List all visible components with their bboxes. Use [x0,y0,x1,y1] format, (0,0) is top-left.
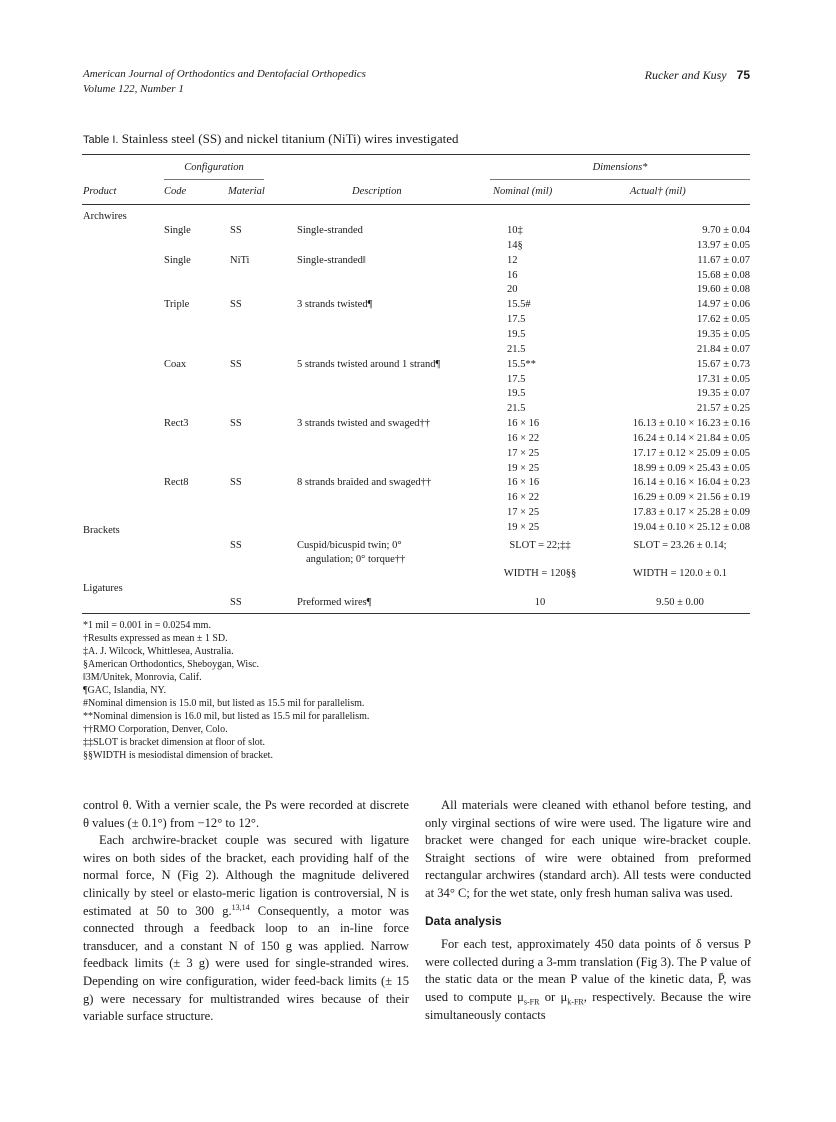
row-nominal: 17.5 [507,373,526,385]
row-actual: 19.35 ± 0.05 [696,328,750,340]
footnote: †Results expressed as mean ± 1 SD. [83,633,228,644]
row-nominal: 16 × 22 [507,432,540,444]
table-bottom-rule [82,613,750,614]
row-actual: 17.62 ± 0.05 [696,314,750,326]
paragraph [83,832,409,1026]
bracket-nominal-slot: SLOT = 22;‡‡ [509,540,571,551]
running-header-journal: American Journal of Orthodontics and Dentofacial Orthopedics [83,68,366,80]
row-description: 5 strands twisted around 1 strand¶ [297,358,441,370]
col-header-code: Code [164,186,187,197]
table-header-rule [82,204,750,205]
col-header-nominal: Nominal (mil) [493,186,553,197]
col-header-description: Description [352,186,402,197]
paragraph-text: , respectively. Because the wire simultaneously contacts [425,989,751,1022]
row-actual: 9.70 ± 0.04 [702,225,750,236]
row-nominal: 17.5 [507,314,526,326]
bracket-description-line2: angulation; 0° torque†† [306,554,406,565]
footnote: ‖3M/Unitek, Monrovia, Calif. [83,672,202,683]
col-header-product: Product [83,186,117,197]
running-header-authors: Rucker and Kusy [644,68,727,82]
citation-ref: 13,14 [231,902,250,912]
subscript: k-FR [567,997,584,1007]
dimensions-underline [490,179,750,180]
body-right-column [425,797,751,1024]
footnote: ††RMO Corporation, Denver, Colo. [83,724,228,735]
row-nominal: 20 [507,284,518,296]
row-description: Single-stranded‖ [297,254,366,266]
footnote: #Nominal dimension is 15.0 mil, but listed as 15.5 mil for parallelism. [83,698,365,709]
subscript: s-FR [523,997,540,1007]
table-top-rule [82,154,750,155]
row-actual: 15.68 ± 0.08 [696,269,750,281]
row-nominal: 16 × 16 [507,418,540,429]
section-brackets: Brackets [83,525,120,536]
row-actual: 19.60 ± 0.08 [696,284,750,296]
ligature-material: SS [230,597,242,608]
paragraph-text: Each archwire-bracket couple was secured with ligature wires on both sides of the bracket, each providing half of the normal force, N (Fig 2). Although the magnitude delivered clinically by steel or elasto-meric ligation is controversial, N is estimated at 50 to 300 g. [83,833,409,918]
row-nominal: 16 × 22 [507,492,540,504]
bracket-actual-width: WIDTH = 120.0 ± 0.1 [633,568,727,579]
row-nominal: 16 [507,269,518,281]
row-material: SS [230,299,242,311]
paragraph: All materials were cleaned with ethanol before testing, and only virginal sections of wire were used. The ligature wire and bracket were changed for each unique wire-bracket couple. Straight sections of wire were obtained from preformed rectangular archwires (standard arch). All tests were conducted at 34° C; for the wet state, only fresh human saliva was used. [425,798,751,900]
row-actual: 16.14 ± 0.16 × 16.04 ± 0.23 [632,477,750,489]
row-material: SS [230,225,242,236]
paragraph [425,936,751,1024]
row-actual: 14.97 ± 0.06 [696,299,750,311]
row-actual: 15.67 ± 0.73 [696,358,750,370]
footnote: **Nominal dimension is 16.0 mil, but listed as 15.5 mil for parallelism. [83,711,370,722]
col-header-actual: Actual† (mil) [630,186,686,197]
paragraph: control θ. With a vernier scale, the Ps were recorded at discrete θ values (± 0.1°) from −12° to 12°. [83,798,409,830]
row-actual: 13.97 ± 0.05 [696,239,750,251]
row-nominal: 17 × 25 [507,507,540,519]
ligature-description: Preformed wires¶ [297,597,372,608]
row-actual: 19.35 ± 0.07 [696,388,750,400]
section-archwires: Archwires [83,211,127,222]
row-code: Triple [164,299,190,311]
row-nominal: 19 × 25 [507,522,540,533]
row-actual: 16.29 ± 0.09 × 21.56 ± 0.19 [632,492,750,504]
row-code: Single [164,254,191,266]
row-nominal: 15.5# [507,299,531,311]
row-nominal: 16 × 16 [507,477,540,489]
ligature-nominal: 10 [534,597,546,608]
row-description: 3 strands twisted¶ [297,299,373,311]
row-description: 3 strands twisted and swaged†† [297,418,430,429]
row-nominal: 21.5 [507,403,526,415]
row-actual: 19.04 ± 0.10 × 25.12 ± 0.08 [632,522,750,533]
row-actual: 16.24 ± 0.14 × 21.84 ± 0.05 [632,432,750,444]
paragraph-text: , was used to compute μ [425,972,751,1004]
footnote: ¶GAC, Islandia, NY. [83,685,166,696]
footnote: *1 mil = 0.001 in = 0.0254 mm. [83,620,211,631]
table-label: Table I. [83,134,119,146]
row-nominal: 12 [507,254,518,266]
table-title: Stainless steel (SS) and nickel titanium (NiTi) wires investigated [121,131,459,146]
row-actual: 17.83 ± 0.17 × 25.28 ± 0.09 [632,507,750,519]
row-actual: 17.17 ± 0.12 × 25.09 ± 0.05 [632,447,750,459]
table-caption [83,131,458,147]
row-code: Coax [164,358,187,370]
row-nominal: 14§ [507,239,523,251]
paragraph-text: Consequently, a motor was connected through a feedback loop to an in-line force transducer, and a constant N of 150 g was applied. Narrow feedback limits (± 3 g) were used for single-stranded wires. Depending on wire configuration, wider feed-back limits (± 15 g) were necessary for multistranded wires because of their variable surface structure. [83,903,409,1024]
row-description: Single-stranded [297,225,363,236]
footnote: §§WIDTH is mesiodistal dimension of bracket. [83,750,273,761]
row-actual: 16.13 ± 0.10 × 16.23 ± 0.16 [632,418,750,429]
section-heading-data-analysis: Data analysis [425,913,502,928]
row-nominal: 19.5 [507,328,526,340]
row-code: Rect3 [164,418,189,429]
row-code: Rect8 [164,477,189,489]
footnote: ‡‡SLOT is bracket dimension at floor of slot. [83,737,266,748]
configuration-underline [164,179,264,180]
paragraph-text: or μ [539,989,568,1004]
group-header-dimensions: Dimensions* [592,162,648,173]
row-code: Single [164,225,191,236]
bracket-description-line1: Cuspid/bicuspid twin; 0° [297,540,402,551]
row-nominal: 10‡ [507,225,523,236]
row-material: SS [230,477,242,489]
row-nominal: 19.5 [507,388,526,400]
paragraph-text: For each test, approximately 450 data points of δ versus P were collected during a 3-mm translation (Fig 3). The P value of the static data or the mean P value of the kinetic data, [425,937,751,987]
row-actual: 18.99 ± 0.09 × 25.43 ± 0.05 [632,462,750,474]
row-material: NiTi [230,254,250,266]
bracket-actual-slot: SLOT = 23.26 ± 0.14; [633,540,727,551]
running-header-right [645,66,750,84]
group-header-configuration: Configuration [184,162,244,173]
row-material: SS [230,418,242,429]
row-nominal: 15.5** [507,358,536,370]
footnote: ‡A. J. Wilcock, Whittlesea, Australia. [83,646,234,657]
row-nominal: 21.5 [507,343,526,355]
bracket-nominal-width: WIDTH = 120§§ [503,568,577,579]
section-ligatures: Ligatures [83,583,123,594]
page-number: 75 [736,68,750,82]
col-header-material: Material [228,186,265,197]
row-material: SS [230,358,242,370]
ligature-actual: 9.50 ± 0.00 [656,597,704,608]
p-bar-symbol: P̄ [717,972,724,987]
row-nominal: 17 × 25 [507,447,540,459]
body-left-column [83,797,409,1026]
running-header-volume: Volume 122, Number 1 [83,83,184,95]
row-actual: 21.84 ± 0.07 [696,343,750,355]
row-actual: 21.57 ± 0.25 [696,403,750,415]
row-actual: 17.31 ± 0.05 [696,373,750,385]
row-description: 8 strands braided and swaged†† [297,477,432,489]
row-actual: 11.67 ± 0.07 [697,254,750,266]
row-nominal: 19 × 25 [507,462,540,474]
footnote: §American Orthodontics, Sheboygan, Wisc. [83,659,260,670]
bracket-material: SS [230,540,242,551]
